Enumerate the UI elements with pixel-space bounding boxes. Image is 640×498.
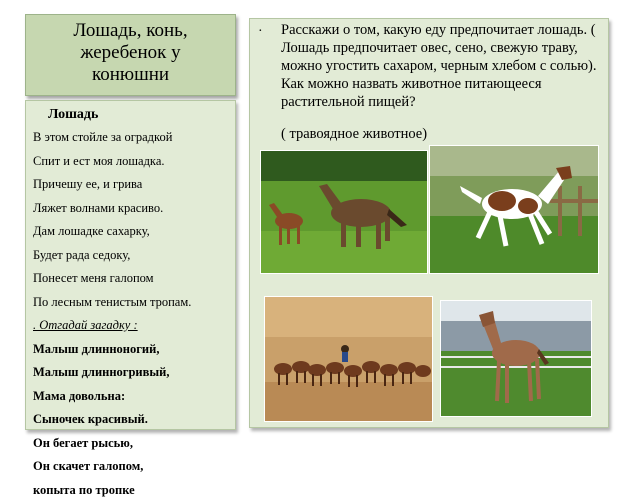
poem-line: Будет рада седоку, [33, 247, 131, 262]
poem-line: Спит и ест моя лошадка. [33, 153, 165, 168]
photo-horse-herd [264, 296, 433, 422]
mare-foal-image [261, 151, 427, 273]
title-line-3: конюшни [91, 64, 170, 85]
poem-line: Понесет меня галопом [33, 271, 154, 285]
poem-line: Он скачет галопом, [33, 459, 144, 473]
pinto-image [430, 146, 598, 273]
poem-line: Он бегает рысью, [33, 435, 133, 450]
title-line-2: жеребенок у [80, 42, 181, 63]
poem-line: По лесным тенистым тропам. [33, 294, 192, 309]
poem-line: В этом стойле за оградкой [33, 130, 173, 144]
poem-line: Дам лошадке сахарку, [33, 224, 150, 238]
poem-panel [25, 100, 236, 430]
title-line-1: Лошадь, конь, [73, 20, 188, 41]
answer-text: ( травоядное животное) [281, 126, 428, 142]
poem-line: Мама довольна: [33, 388, 126, 403]
herd-image [265, 297, 432, 421]
photo-mare-and-foal [260, 150, 428, 274]
bullet-marker: · [258, 24, 263, 39]
photo-foal [440, 300, 592, 417]
photo-pinto-horse [429, 145, 599, 274]
poem-heading: Лошадь [48, 107, 99, 122]
slide-title [25, 14, 236, 96]
poem-line: Ляжет волнами красиво. [33, 200, 164, 215]
poem-line: Малыш длинногривый, [33, 365, 170, 379]
poem-line: Малыш длинноногий, [33, 341, 160, 356]
foal-image [441, 301, 591, 416]
poem-line: . Отгадай загадку : [33, 318, 138, 332]
question-text: Расскажи о том, какую еду предпочитает лошадь. ( Лошадь предпочитает овес, сено, свежую траву, можно угостить сахаром, черным хлебом с солью). Как можно назвать животное питающееся растительной пищей? [281, 22, 597, 110]
poem-line: Причешу ее, и грива [33, 177, 143, 191]
poem-line: Сыночек красивый. [33, 412, 148, 426]
poem-line: копыта по тропке [33, 482, 135, 497]
